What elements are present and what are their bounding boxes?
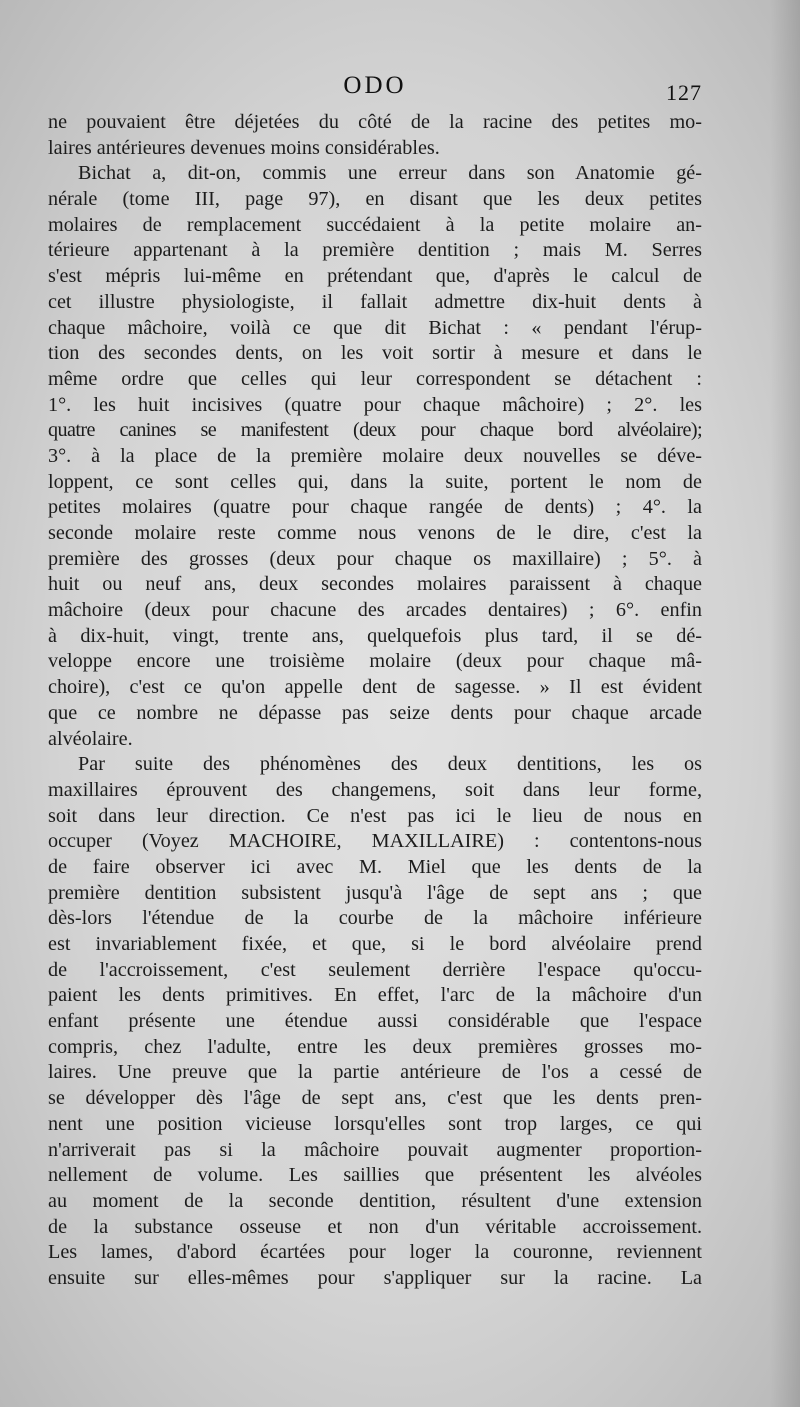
- text-line: enfant présente une étendue aussi considérable que l'espace: [48, 1010, 702, 1033]
- text-line: laires antérieures devenues moins considérables.: [48, 136, 440, 159]
- text-line: paient les dents primitives. En effet, l'arc de la mâchoire d'un: [48, 984, 702, 1007]
- text-line: cet illustre physiologiste, il fallait admettre dix-huit dents à: [48, 290, 702, 313]
- text-line: nent une position vicieuse lorsqu'elles sont trop larges, ce qui: [48, 1112, 702, 1135]
- page-number: 127: [666, 80, 702, 105]
- text-line: alvéolaire.: [48, 727, 133, 750]
- text-line: chaque mâchoire, voilà ce que dit Bichat : « pendant l'érup-: [48, 316, 702, 339]
- text-line: occuper (Voyez MACHOIRE, MAXILLAIRE) : contentons-nous: [48, 830, 702, 853]
- text-line: veloppe encore une troisième molaire (deux pour chaque mâ-: [48, 650, 702, 673]
- text-line: de l'accroissement, c'est seulement derrière l'espace qu'occu-: [48, 958, 702, 981]
- text-line: que ce nombre ne dépasse pas seize dents pour chaque arcade: [48, 701, 702, 724]
- page-edge-shadow: [770, 0, 800, 1407]
- text-line: même ordre que celles qui leur correspondent se détachent :: [48, 367, 702, 390]
- text-line: quatre canines se manifestent (deux pour chaque bord alvéolaire);: [48, 419, 702, 442]
- text-line: Par suite des phénomènes des deux dentitions, les os: [78, 753, 702, 776]
- text-line: loppent, ce sont celles qui, dans la suite, portent le nom de: [48, 470, 702, 493]
- text-line: petites molaires (quatre pour chaque rangée de dents) ; 4°. la: [48, 496, 702, 519]
- text-line: de la substance osseuse et non d'un véritable accroissement.: [48, 1215, 702, 1238]
- page-header: [48, 72, 702, 112]
- text-line: n'arriverait pas si la mâchoire pouvait augmenter proportion-: [48, 1138, 702, 1161]
- text-line: dès-lors l'étendue de la courbe de la mâchoire inférieure: [48, 907, 702, 930]
- text-line: s'est mépris lui-même en prétendant que, d'après le calcul de: [48, 265, 702, 288]
- text-line: choire), c'est ce qu'on appelle dent de sagesse. » Il est évident: [48, 676, 702, 699]
- body-text: [48, 110, 702, 1292]
- text-line: mâchoire (deux pour chacune des arcades dentaires) ; 6°. enfin: [48, 599, 702, 622]
- text-line: 1°. les huit incisives (quatre pour chaque mâchoire) ; 2°. les: [48, 393, 702, 416]
- text-line: molaires de remplacement succédaient à la petite molaire an-: [48, 213, 702, 236]
- text-line: 3°. à la place de la première molaire deux nouvelles se déve-: [48, 444, 702, 467]
- text-line: Bichat a, dit-on, commis une erreur dans son Anatomie gé-: [78, 162, 702, 185]
- text-line: seconde molaire reste comme nous venons de le dire, c'est la: [48, 522, 702, 544]
- text-line: première des grosses (deux pour chaque os maxillaire) ; 5°. à: [48, 547, 702, 570]
- text-line: tion des secondes dents, on les voit sortir à mesure et dans le: [48, 342, 702, 365]
- text-line: nérale (tome III, page 97), en disant que les deux petites: [48, 188, 702, 211]
- text-line: maxillaires éprouvent des changemens, soit dans leur forme,: [48, 778, 702, 801]
- text-line: au moment de la seconde dentition, résultent d'une extension: [48, 1189, 702, 1212]
- text-line: de faire observer ici avec M. Miel que les dents de la: [48, 855, 702, 878]
- running-head: ODO: [343, 72, 407, 99]
- text-line: Les lames, d'abord écartées pour loger la couronne, reviennent: [48, 1241, 702, 1264]
- text-line: ensuite sur elles-mêmes pour s'appliquer sur la racine. La: [48, 1266, 702, 1289]
- text-line: nellement de volume. Les saillies que présentent les alvéoles: [48, 1164, 702, 1187]
- text-line: huit ou neuf ans, deux secondes molaires paraissent à chaque: [48, 573, 702, 596]
- text-line: première dentition subsistent jusqu'à l'âge de sept ans ; que: [48, 881, 702, 904]
- text-line: soit dans leur direction. Ce n'est pas ici le lieu de nous en: [48, 804, 702, 827]
- text-line: est invariablement fixée, et que, si le bord alvéolaire prend: [48, 933, 702, 955]
- text-line: laires. Une preuve que la partie antérieure de l'os a cessé de: [48, 1061, 702, 1084]
- text-line: se développer dès l'âge de sept ans, c'est que les dents pren-: [48, 1087, 702, 1110]
- text-line: ne pouvaient être déjetées du côté de la racine des petites mo-: [48, 111, 702, 133]
- text-line: compris, chez l'adulte, entre les deux premières grosses mo-: [48, 1035, 702, 1058]
- text-line: à dix-huit, vingt, trente ans, quelquefois plus tard, il se dé-: [48, 624, 702, 647]
- text-line: térieure appartenant à la première dentition ; mais M. Serres: [48, 239, 702, 262]
